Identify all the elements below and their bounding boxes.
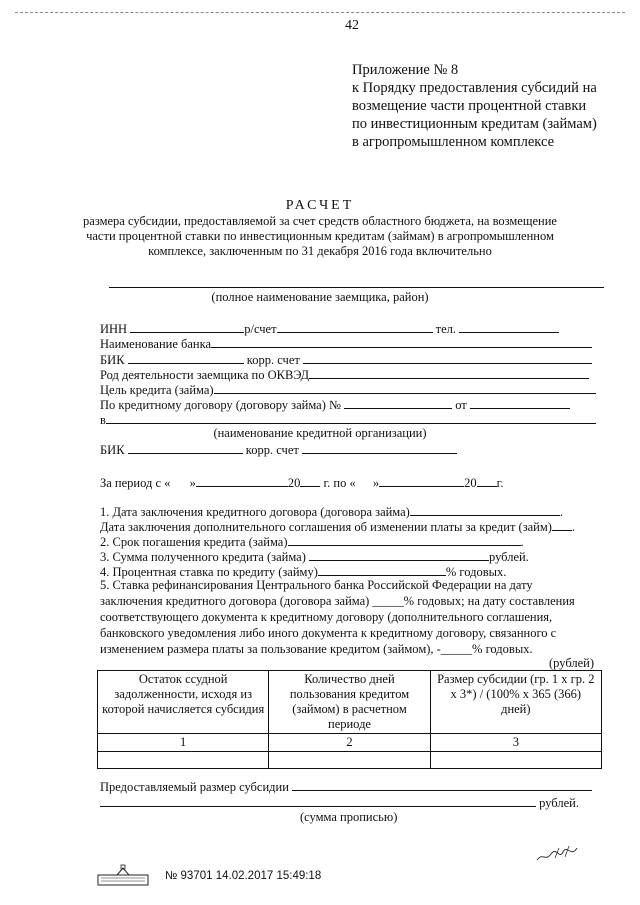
- bik2-label: БИК: [100, 443, 125, 457]
- subsidy-caption: (сумма прописью): [300, 810, 398, 824]
- top-border-dashed: [15, 12, 625, 13]
- bik2-row: [100, 441, 457, 458]
- table-unit: (рублей): [549, 656, 595, 670]
- from-label: от: [455, 398, 467, 412]
- subsidy-amount-row: [100, 778, 592, 795]
- annex-line: по инвестиционным кредитам (займам): [352, 116, 597, 132]
- item2-field[interactable]: [288, 533, 521, 546]
- loan-agreement-number-field[interactable]: [344, 396, 452, 409]
- table-header-balance: Остаток ссудной задолженности, исходя из которой начисляется субсидия: [98, 671, 269, 734]
- bik2-field[interactable]: [128, 441, 243, 454]
- item5-line: изменением размера платы за пользование кредитом (займом), -_____% годовых.: [100, 642, 533, 656]
- inn-field[interactable]: [130, 320, 244, 333]
- item4-field[interactable]: [318, 563, 446, 576]
- signature-mark: [535, 842, 580, 867]
- bank-name-row: [100, 335, 592, 352]
- table-cell[interactable]: [98, 752, 269, 769]
- table-header-subsidy: Размер субсидии (гр. 1 х гр. 2 х 3*) / (100% х 365 (366) дней): [430, 671, 601, 734]
- registry-stamp-logo: [97, 864, 149, 886]
- period-from-prefix: с «: [155, 476, 171, 490]
- quote-close: »: [372, 476, 380, 490]
- borrower-name-line[interactable]: [109, 287, 604, 288]
- subsidy-amount-field[interactable]: [292, 778, 592, 791]
- item3-field[interactable]: [309, 548, 489, 561]
- item5-line: 5. Ставка рефинансирования Центрального банка Российской Федерации на дату: [100, 578, 533, 592]
- annex-line: возмещение части процентной ставки: [352, 98, 587, 114]
- period-label: За период: [100, 476, 153, 490]
- item5-line: заключения кредитного договора (договора займа) _____% годовых; на дату составления: [100, 594, 575, 608]
- bik-field[interactable]: [128, 351, 244, 364]
- bik-label: БИК: [100, 353, 125, 367]
- corr-account-label: корр. счет: [246, 353, 300, 367]
- item4-end: % годовых.: [445, 565, 507, 579]
- period-from-year-field[interactable]: [300, 474, 320, 487]
- item3-label: 3. Сумма полученного кредита (займа): [100, 550, 306, 564]
- table-number-cell: 1: [98, 734, 269, 752]
- loan-agreement-label: По кредитному договору (договору займа) №: [100, 398, 341, 412]
- additional-field[interactable]: [552, 518, 572, 531]
- subsidy-table: [97, 670, 602, 769]
- phone-field[interactable]: [459, 320, 559, 333]
- okved-field[interactable]: [309, 366, 589, 379]
- bank-name-label: Наименование банка: [100, 337, 212, 351]
- period-row: [100, 474, 503, 491]
- table-number-cell: 2: [269, 734, 430, 752]
- account-label: р/счет: [244, 322, 277, 336]
- page-number: 42: [345, 18, 359, 33]
- credit-org-field[interactable]: [106, 411, 596, 424]
- annex-line: в агропромышленном комплексе: [352, 134, 555, 150]
- item2-label: 2. Срок погашения кредита (займа): [100, 535, 288, 549]
- corr-account2-label: корр. счет: [245, 443, 299, 457]
- table-cell[interactable]: [430, 752, 601, 769]
- corr-account-field[interactable]: [303, 351, 592, 364]
- loan-purpose-label: Цель кредита (займа): [100, 383, 214, 397]
- year-prefix: 20: [287, 476, 301, 490]
- table-number-cell: 3: [430, 734, 601, 752]
- period-to-year-field[interactable]: [477, 474, 497, 487]
- in-label: в: [100, 413, 106, 427]
- item1-end: .: [559, 505, 563, 519]
- subtitle-line: размера субсидии, предоставляемой за счет средств областного бюджета, на возмещение: [83, 214, 557, 228]
- subtitle-line: части процентной ставки по инвестиционным кредитам (займам) в агропромышленном: [86, 229, 554, 243]
- subsidy-words-field[interactable]: [100, 794, 536, 807]
- item2-end: .: [520, 535, 524, 549]
- subsidy-label: Предоставляемый размер субсидии: [100, 780, 289, 794]
- quote-close: »: [189, 476, 196, 490]
- rub-label: рублей.: [539, 796, 579, 810]
- table-cell[interactable]: [269, 752, 430, 769]
- loan-purpose-field[interactable]: [214, 381, 596, 394]
- table-header-days: Количество дней пользования кредитом (займом) в расчетном периоде: [269, 671, 430, 734]
- loan-agreement-date-field[interactable]: [470, 396, 570, 409]
- account-field[interactable]: [277, 320, 433, 333]
- period-from-month-field[interactable]: [196, 474, 288, 487]
- item5-line: банковского уведомления либо иного документа к кредитному договору, связанного с: [100, 626, 557, 640]
- corr-account2-field[interactable]: [302, 441, 457, 454]
- additional-end: .: [571, 520, 576, 534]
- year-suffix: г.: [496, 476, 504, 490]
- table-header-row: [98, 671, 602, 734]
- period-to-month-field[interactable]: [379, 474, 464, 487]
- annex-line: Приложение № 8: [352, 62, 459, 78]
- table-row: [98, 752, 602, 769]
- item5-line: соответствующего документа к кредитному договору (дополнительного соглашения,: [100, 610, 553, 624]
- credit-org-caption: (наименование кредитной организации): [213, 426, 427, 440]
- additional-label: Дата заключения дополнительного соглашения об изменении платы за кредит (займ): [100, 520, 552, 534]
- table-number-row: [98, 734, 602, 752]
- footer-doc-id: № 93701 14.02.2017 15:49:18: [165, 870, 322, 882]
- item4-label: 4. Процентная ставка по кредиту (займу): [100, 565, 318, 579]
- okved-label: Род деятельности заемщика по ОКВЭД: [100, 368, 310, 382]
- subtitle-line: комплексе, заключенным по 31 декабря 2016 года включительно: [148, 244, 492, 258]
- bank-name-field[interactable]: [211, 335, 592, 348]
- phone-label: тел.: [435, 322, 457, 336]
- year-prefix: 20: [464, 476, 477, 490]
- document-title: РАСЧЕТ: [285, 198, 355, 213]
- item1-field[interactable]: [410, 503, 560, 516]
- period-to-prefix: г. по «: [323, 476, 356, 490]
- borrower-caption: (полное наименование заемщика, район): [211, 290, 429, 304]
- subsidy-words-row: [100, 794, 579, 811]
- item3-end: рублей.: [488, 550, 529, 564]
- annex-line: к Порядку предоставления субсидий на: [352, 80, 597, 96]
- item1-label: 1. Дата заключения кредитного договора (договора займа): [100, 505, 410, 519]
- inn-label: ИНН: [100, 322, 128, 336]
